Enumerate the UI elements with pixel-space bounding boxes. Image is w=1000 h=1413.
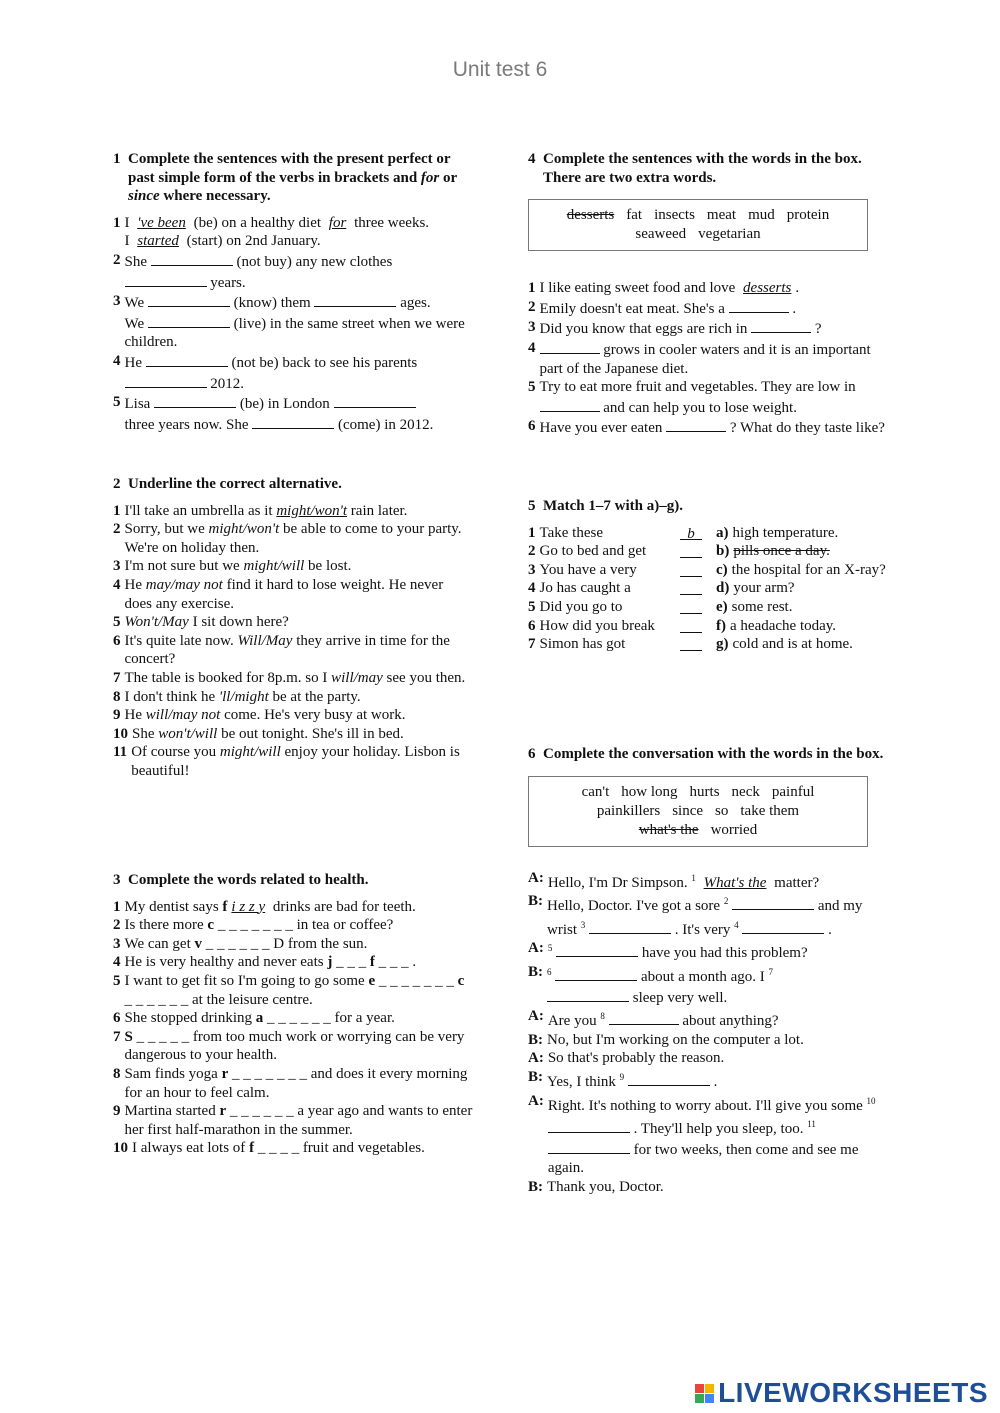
exercise-item: 5 I want to get fit so I'm going to go some e _ _ _ _ _ _ _ c _ _ _ _ _ _ at the leisure centre. [113, 972, 465, 1008]
match-left: 4 Jo has caught a [528, 580, 631, 597]
answer-input[interactable] [334, 393, 416, 408]
alternative-choice[interactable]: may/may not [145, 576, 223, 593]
exercise-item: 7 S _ _ _ _ _ from too much work or worrying can be very dangerous to your health. [113, 1028, 465, 1064]
section-3-header: 3 Complete the words related to health. [113, 872, 369, 888]
match-answer-input[interactable]: b [680, 525, 702, 540]
exercise-item: 3 We (know) them ages. We (live) in the same street when we were children. [113, 293, 465, 351]
exercise-item: 1 My dentist says f i z z y drinks are bad for teeth. [113, 898, 416, 915]
answer-input[interactable]: _ _ _ _ _ _ _ in tea or coffee? [214, 917, 394, 934]
exercise-item: 6 She stopped drinking a _ _ _ _ _ _ for a year. [113, 1010, 395, 1027]
answer-input[interactable]: _ _ _ _ _ _ for a year. [263, 1010, 395, 1027]
match-right: a) high temperature. [716, 524, 839, 541]
match-left: 3 You have a very [528, 561, 637, 578]
first-letter: v [194, 935, 203, 952]
answer-input[interactable] [609, 1010, 679, 1025]
answer-input[interactable]: _ _ _ _ _ _ a year ago and wants to enter her first half-marathon in the summer. [124, 1103, 473, 1138]
match-right: g) cold and is at home. [716, 636, 853, 653]
exercise-item: 2 Is there more c _ _ _ _ _ _ _ in tea or coffee? [113, 917, 394, 934]
answer-input[interactable]: _ _ _ _ _ _ at the leisure centre. [124, 991, 313, 1008]
exercise-item: 9 Martina started r _ _ _ _ _ _ a year ago and wants to enter her first half-marathon in the summer. [113, 1103, 473, 1138]
answer-input[interactable] [540, 397, 600, 412]
first-letter: f [249, 1140, 255, 1157]
section-1-instruction: Complete the sentences with the present perfect or past simple form of the verbs in brackets and for or since where necessary. [128, 151, 457, 205]
answer-input[interactable]: for [328, 214, 347, 231]
match-right: e) some rest. [716, 598, 793, 615]
answer-input[interactable]: _ _ _ . [374, 954, 417, 971]
answer-input[interactable]: _ _ _ _ _ _ _ and does it every morning for an hour to feel calm. [124, 1065, 468, 1101]
word-box-item: desserts [566, 207, 615, 224]
answer-input[interactable] [729, 298, 789, 313]
section-3 [113, 871, 473, 1158]
answer-input[interactable] [151, 251, 233, 266]
exercise-item: 2 She (not buy) any new clothes years. [113, 251, 393, 291]
dialogue-line: A: Hello, I'm Dr Simpson. $^1$ What's the matter? [528, 869, 820, 891]
exercise-item: 4 He (not be) back to see his parents 2012. [113, 352, 418, 392]
match-left: 6 How did you break [528, 617, 655, 634]
first-letter: S [124, 1028, 133, 1045]
section-2-list [113, 502, 473, 781]
answer-input[interactable] [125, 373, 207, 388]
answer-input[interactable]: desserts [743, 280, 792, 297]
first-letter: r [221, 1065, 229, 1082]
exercise-item: 4 grows in cooler waters and it is an important part of the Japanese diet. [528, 339, 871, 377]
match-answer-input[interactable] [680, 599, 702, 614]
section-2 [113, 475, 473, 781]
word-box-item: meat [706, 207, 737, 224]
exercise-item: 5 Try to eat more fruit and vegetables. They are low in and can help you to lose weight. [528, 379, 856, 416]
word-box-item: fat [626, 207, 643, 224]
alternative-choice[interactable]: 'll/might [218, 688, 269, 705]
dialogue-line: A: Right. It's nothing to worry about. I'll give you some $^{10}$ . They'll help you sleep, too. $^{11}$ for two weeks, then come and see me again. [528, 1092, 876, 1177]
section-1-header: 1 Complete the sentences with the present perfect or past simple form of the verbs in brackets and for or since where necessary. [113, 150, 473, 206]
answer-input[interactable] [252, 414, 334, 429]
section-6 [528, 745, 888, 1197]
section-5 [528, 497, 888, 654]
answer-input[interactable]: drinks are bad for teeth. [269, 898, 416, 915]
exercise-item: 4 He may/may not find it hard to lose weight. He never does any exercise. [113, 576, 444, 612]
alternative-choice[interactable]: Will/May [237, 632, 293, 649]
answer-input[interactable]: 've been [137, 214, 186, 231]
answer-input[interactable] [314, 292, 396, 307]
word-box-item: protein [786, 207, 830, 224]
section-6-header: 6 Complete the conversation with the words in the box. [528, 746, 884, 762]
page-title: Unit test 6 [452, 58, 548, 81]
section-5-instruction: Match 1–7 with a)–g). [543, 498, 683, 514]
answer-input[interactable]: i z z y [231, 898, 266, 915]
exercise-item: 3 Did you know that eggs are rich in ? [528, 319, 822, 338]
alternative-choice[interactable]: might/will [219, 744, 281, 761]
answer-input[interactable]: _ _ _ _ fruit and vegetables. [254, 1140, 425, 1157]
first-letter: a [255, 1010, 264, 1027]
section-5-header: 5 Match 1–7 with a)–g). [528, 498, 683, 514]
answer-input[interactable] [742, 919, 824, 934]
first-letter: c [207, 917, 215, 934]
section-4 [528, 150, 888, 438]
answer-input[interactable] [146, 352, 228, 367]
alternative-choice[interactable]: will/may not [145, 707, 221, 724]
match-right: c) the hospital for an X-ray? [716, 561, 886, 578]
first-letter: f [369, 954, 375, 971]
exercise-item: 8 Sam finds yoga r _ _ _ _ _ _ _ and does it every morning for an hour to feel calm. [113, 1065, 468, 1101]
exercise-item: 9 He will/may not come. He's very busy at work. [113, 707, 406, 724]
exercise-item: 6 It's quite late now. Will/May they arrive in time for the concert? [113, 632, 450, 668]
word-box-item: vegetarian [698, 226, 761, 243]
answer-input[interactable]: _ _ _ _ _ _ D from the sun. [202, 935, 368, 952]
exercise-item: 7 The table is booked for 8p.m. so I will/may see you then. [113, 669, 466, 686]
liveworksheets-logo[interactable]: LIVEWORKSHEETS [695, 1377, 988, 1409]
first-letter: f [222, 898, 228, 915]
section-2-instruction: Underline the correct alternative. [128, 476, 342, 492]
alternative-choice[interactable]: will/may [331, 669, 383, 686]
logo-icon [695, 1384, 714, 1403]
alternative-choice[interactable]: might/won't [276, 502, 348, 519]
section-4-instruction: Complete the sentences with the words in the box. There are two extra words. [543, 151, 862, 186]
exercise-item: 2 Sorry, but we might/won't be able to come to your party. We're on holiday then. [113, 521, 462, 556]
answer-input[interactable] [540, 339, 600, 354]
exercise-item: 10 I always eat lots of f _ _ _ _ fruit and vegetables. [113, 1140, 425, 1157]
answer-input[interactable] [732, 895, 814, 910]
dialogue-line: B: Hello, Doctor. I've got a sore $^2$ and my wrist $^3$ . It's very $^4$ . [528, 893, 863, 938]
alternative-choice[interactable]: Won't/May [124, 614, 189, 631]
answer-input[interactable] [589, 919, 671, 934]
answer-input[interactable] [751, 318, 811, 333]
dialogue-line: B: No, but I'm working on the computer a lot. [528, 1031, 804, 1048]
dialogue-line: B: Thank you, Doctor. [528, 1178, 664, 1195]
word-box-item: insects [654, 207, 695, 224]
answer-input[interactable] [125, 272, 207, 287]
answer-input[interactable]: started [137, 233, 179, 250]
answer-input[interactable] [548, 1118, 630, 1133]
match-answer-input[interactable] [680, 618, 702, 633]
match-answer-input[interactable] [680, 562, 702, 577]
match-right: b) pills once a day. [716, 543, 830, 560]
dialogue-line: A: So that's probably the reason. [528, 1050, 725, 1067]
conversation [528, 869, 888, 1197]
section-2-header: 2 Underline the correct alternative. [113, 476, 342, 492]
match-right: f) a headache today. [716, 617, 837, 634]
section-6-instruction: Complete the conversation with the words in the box. [543, 746, 884, 762]
match-answer-input[interactable] [680, 636, 702, 651]
match-left: 1 Take these [528, 524, 604, 541]
word-box-item: seaweed [635, 226, 687, 243]
first-letter: r [219, 1103, 227, 1120]
exercise-item: 2 Emily doesn't eat meat. She's a . [528, 298, 797, 317]
matching-table [528, 524, 888, 654]
exercise-item: 11 Of course you might/will enjoy your holiday. Lisbon is beautiful! [113, 744, 460, 779]
dialogue-line: B: Yes, I think $^9$ . [528, 1068, 718, 1090]
answer-input[interactable] [666, 417, 726, 432]
first-letter: j [327, 954, 333, 971]
alternative-choice[interactable]: might/won't [208, 521, 280, 538]
exercise-item: 4 He is very healthy and never eats j _ _ _ f _ _ _ . [113, 954, 417, 971]
word-box-item: mud [748, 207, 775, 224]
word-box [528, 199, 868, 251]
alternative-choice[interactable]: won't/will [158, 725, 218, 742]
exercise-item: 1 I'll take an umbrella as it might/won't rain later. [113, 502, 408, 519]
match-left: 2 Go to bed and get [528, 543, 647, 560]
first-letter: c [457, 972, 465, 989]
answer-input[interactable] [556, 942, 638, 957]
exercise-item: 6 Have you ever eaten ? What do they taste like? [528, 418, 885, 437]
first-letter: e [368, 972, 376, 989]
word-box: can't how long hurts neck painful painkillers since so take them what's the worried [528, 776, 868, 847]
dialogue-line: A: $^5$ have you had this problem? [528, 940, 808, 962]
answer-input[interactable]: What's the [703, 874, 767, 891]
answer-input[interactable]: _ _ _ _ _ from too much work or worrying can be very dangerous to your health. [124, 1028, 465, 1064]
exercise-item: 5 Won't/May I sit down here? [113, 614, 289, 631]
answer-input[interactable] [628, 1071, 710, 1086]
match-answer-input[interactable] [680, 543, 702, 558]
answer-input[interactable] [555, 966, 637, 981]
answer-input[interactable] [148, 292, 230, 307]
exercise-item: 10 She won't/will be out tonight. She's ill in bed. [113, 725, 404, 742]
alternative-choice[interactable]: might/will [243, 558, 305, 575]
exercise-item: 1 I like eating sweet food and love desserts . [528, 280, 800, 297]
answer-input[interactable] [154, 393, 236, 408]
answer-input[interactable] [148, 313, 230, 328]
match-answer-input[interactable] [680, 580, 702, 595]
match-right: d) your arm? [716, 580, 795, 597]
dialogue-line: B: $^6$ about a month ago. I $^7$ sleep very well. [528, 963, 773, 1006]
answer-input[interactable]: _ _ _ _ _ _ _ [375, 972, 458, 989]
answer-input[interactable] [548, 1139, 630, 1154]
exercise-item: 3 I'm not sure but we might/will be lost. [113, 558, 352, 575]
dialogue-line: A: Are you $^8$ about anything? [528, 1008, 779, 1030]
section-4-header: 4 Complete the sentences with the words in the box. There are two extra words. [528, 150, 888, 187]
section-3-instruction: Complete the words related to health. [128, 872, 369, 888]
answer-input[interactable] [547, 987, 629, 1002]
exercise-item: 1 I 've been (be) on a healthy diet for three weeks. I started (start) on 2nd January. [113, 214, 430, 250]
exercise-item: 3 We can get v _ _ _ _ _ _ D from the sun. [113, 935, 368, 952]
exercise-item: 8 I don't think he 'll/might be at the party. [113, 688, 361, 705]
match-left: 5 Did you go to [528, 598, 623, 615]
section-1 [113, 150, 473, 434]
exercise-item: 5 Lisa (be) in London three years now. She (come) in 2012. [113, 394, 434, 433]
match-left: 7 Simon has got [528, 636, 626, 653]
answer-input[interactable]: _ _ _ [332, 954, 370, 971]
section-3-list [113, 898, 473, 1158]
